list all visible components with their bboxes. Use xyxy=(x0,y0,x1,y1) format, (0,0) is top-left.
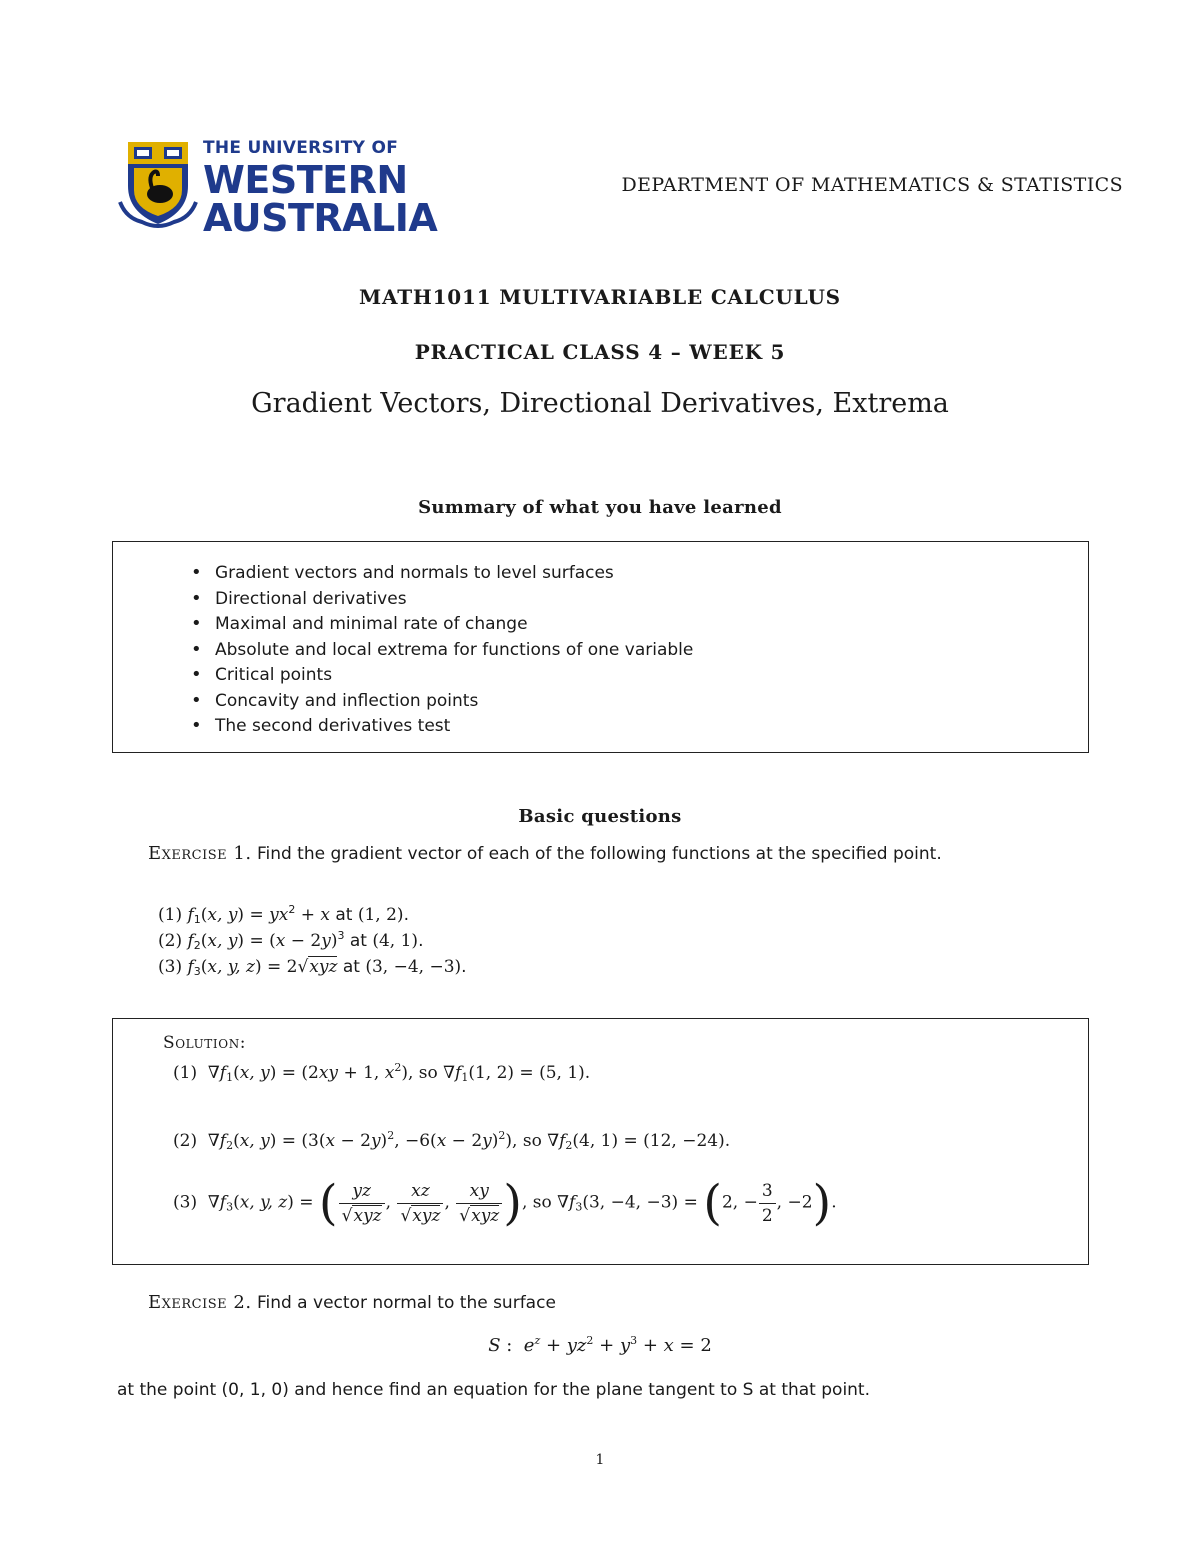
exercise-1-prompt xyxy=(148,843,942,864)
logo-line-2: WESTERN xyxy=(203,158,408,202)
practical-title: PRACTICAL CLASS 4 – WEEK 5 xyxy=(414,340,786,364)
solution-line-2: (2) $\nabla f_2(x$, $y) = (3(x - 2y)^2$, $-6(x - 2y)^2$), so $\nabla f_2(4$, 1) = (12, −24). xyxy=(173,1129,731,1152)
exercise-1-item-2: (2) $f_2(x$, $y) = (x - 2y)^3$ at (4, 1). xyxy=(158,929,424,952)
exercise-2-tail: at the point (0, 1, 0) and hence find an equation for the plane tangent to S at that point. xyxy=(117,1380,871,1400)
summary-item: • Gradient vectors and normals to level surfaces xyxy=(191,560,693,586)
topic-title: Gradient Vectors, Directional Derivatives, Extrema xyxy=(251,388,949,419)
summary-box xyxy=(112,541,1089,753)
exercise-2-label: Exercise 2. xyxy=(148,1292,252,1313)
summary-item: • The second derivatives test xyxy=(191,713,693,739)
page-number: 1 xyxy=(595,1452,605,1468)
exercise-1-label: Exercise 1. xyxy=(148,843,252,864)
solution-line-3: (3) $\nabla f_3(x$, y, z) = ( $\frac{yz}{\text{√xyz}}$ , $\frac{xz}{\text{√xyz}}$ , $\frac{xy}{\text{√xyz}}$ ), so $\nabla f_3(3$, −4, −3) = (2, − $\frac{3}{2}$ , −2). xyxy=(173,1175,837,1231)
exercise-1-items xyxy=(158,902,467,980)
summary-heading: Summary of what you have learned xyxy=(418,497,782,518)
summary-list xyxy=(191,560,693,739)
crest-icon xyxy=(118,138,198,230)
summary-item: • Directional derivatives xyxy=(191,586,693,612)
university-name xyxy=(203,138,438,240)
summary-item: • Critical points xyxy=(191,662,693,688)
exercise-1-text: Find the gradient vector of each of the following functions at the specified point. xyxy=(256,844,942,864)
solution-line-1: (1) $\nabla f_1(x$, y) = (2xy + 1, $x^2$), so $\nabla f_1(1$, 2) = (5, 1). xyxy=(173,1061,591,1084)
summary-item: • Maximal and minimal rate of change xyxy=(191,611,693,637)
exercise-2-prompt xyxy=(148,1292,556,1313)
surface-equation: S : $e^z + yz^2 + y^3 + x = 2$ xyxy=(488,1334,712,1356)
department-heading: DEPARTMENT OF MATHEMATICS & STATISTICS xyxy=(621,174,1123,196)
summary-item: • Concavity and inflection points xyxy=(191,688,693,714)
exercise-1-item-3: (3) $f_3(x$, y, z) = 2√xyz at (3, −4, −3). xyxy=(158,957,467,978)
course-title: MATH1011 MULTIVARIABLE CALCULUS xyxy=(359,285,841,309)
exercise-1-item-1: (1) $f_1(x$, $y) = yx^2 + x$ at (1, 2). xyxy=(158,903,409,926)
logo-line-3: AUSTRALIA xyxy=(203,196,438,240)
solution-label: Solution: xyxy=(163,1033,247,1053)
basic-questions-heading: Basic questions xyxy=(518,806,682,827)
exercise-2-text: Find a vector normal to the surface xyxy=(256,1293,556,1313)
solution-box xyxy=(112,1018,1089,1265)
summary-item: • Absolute and local extrema for functions of one variable xyxy=(191,637,693,663)
logo-line-1: THE UNIVERSITY OF xyxy=(203,138,399,158)
